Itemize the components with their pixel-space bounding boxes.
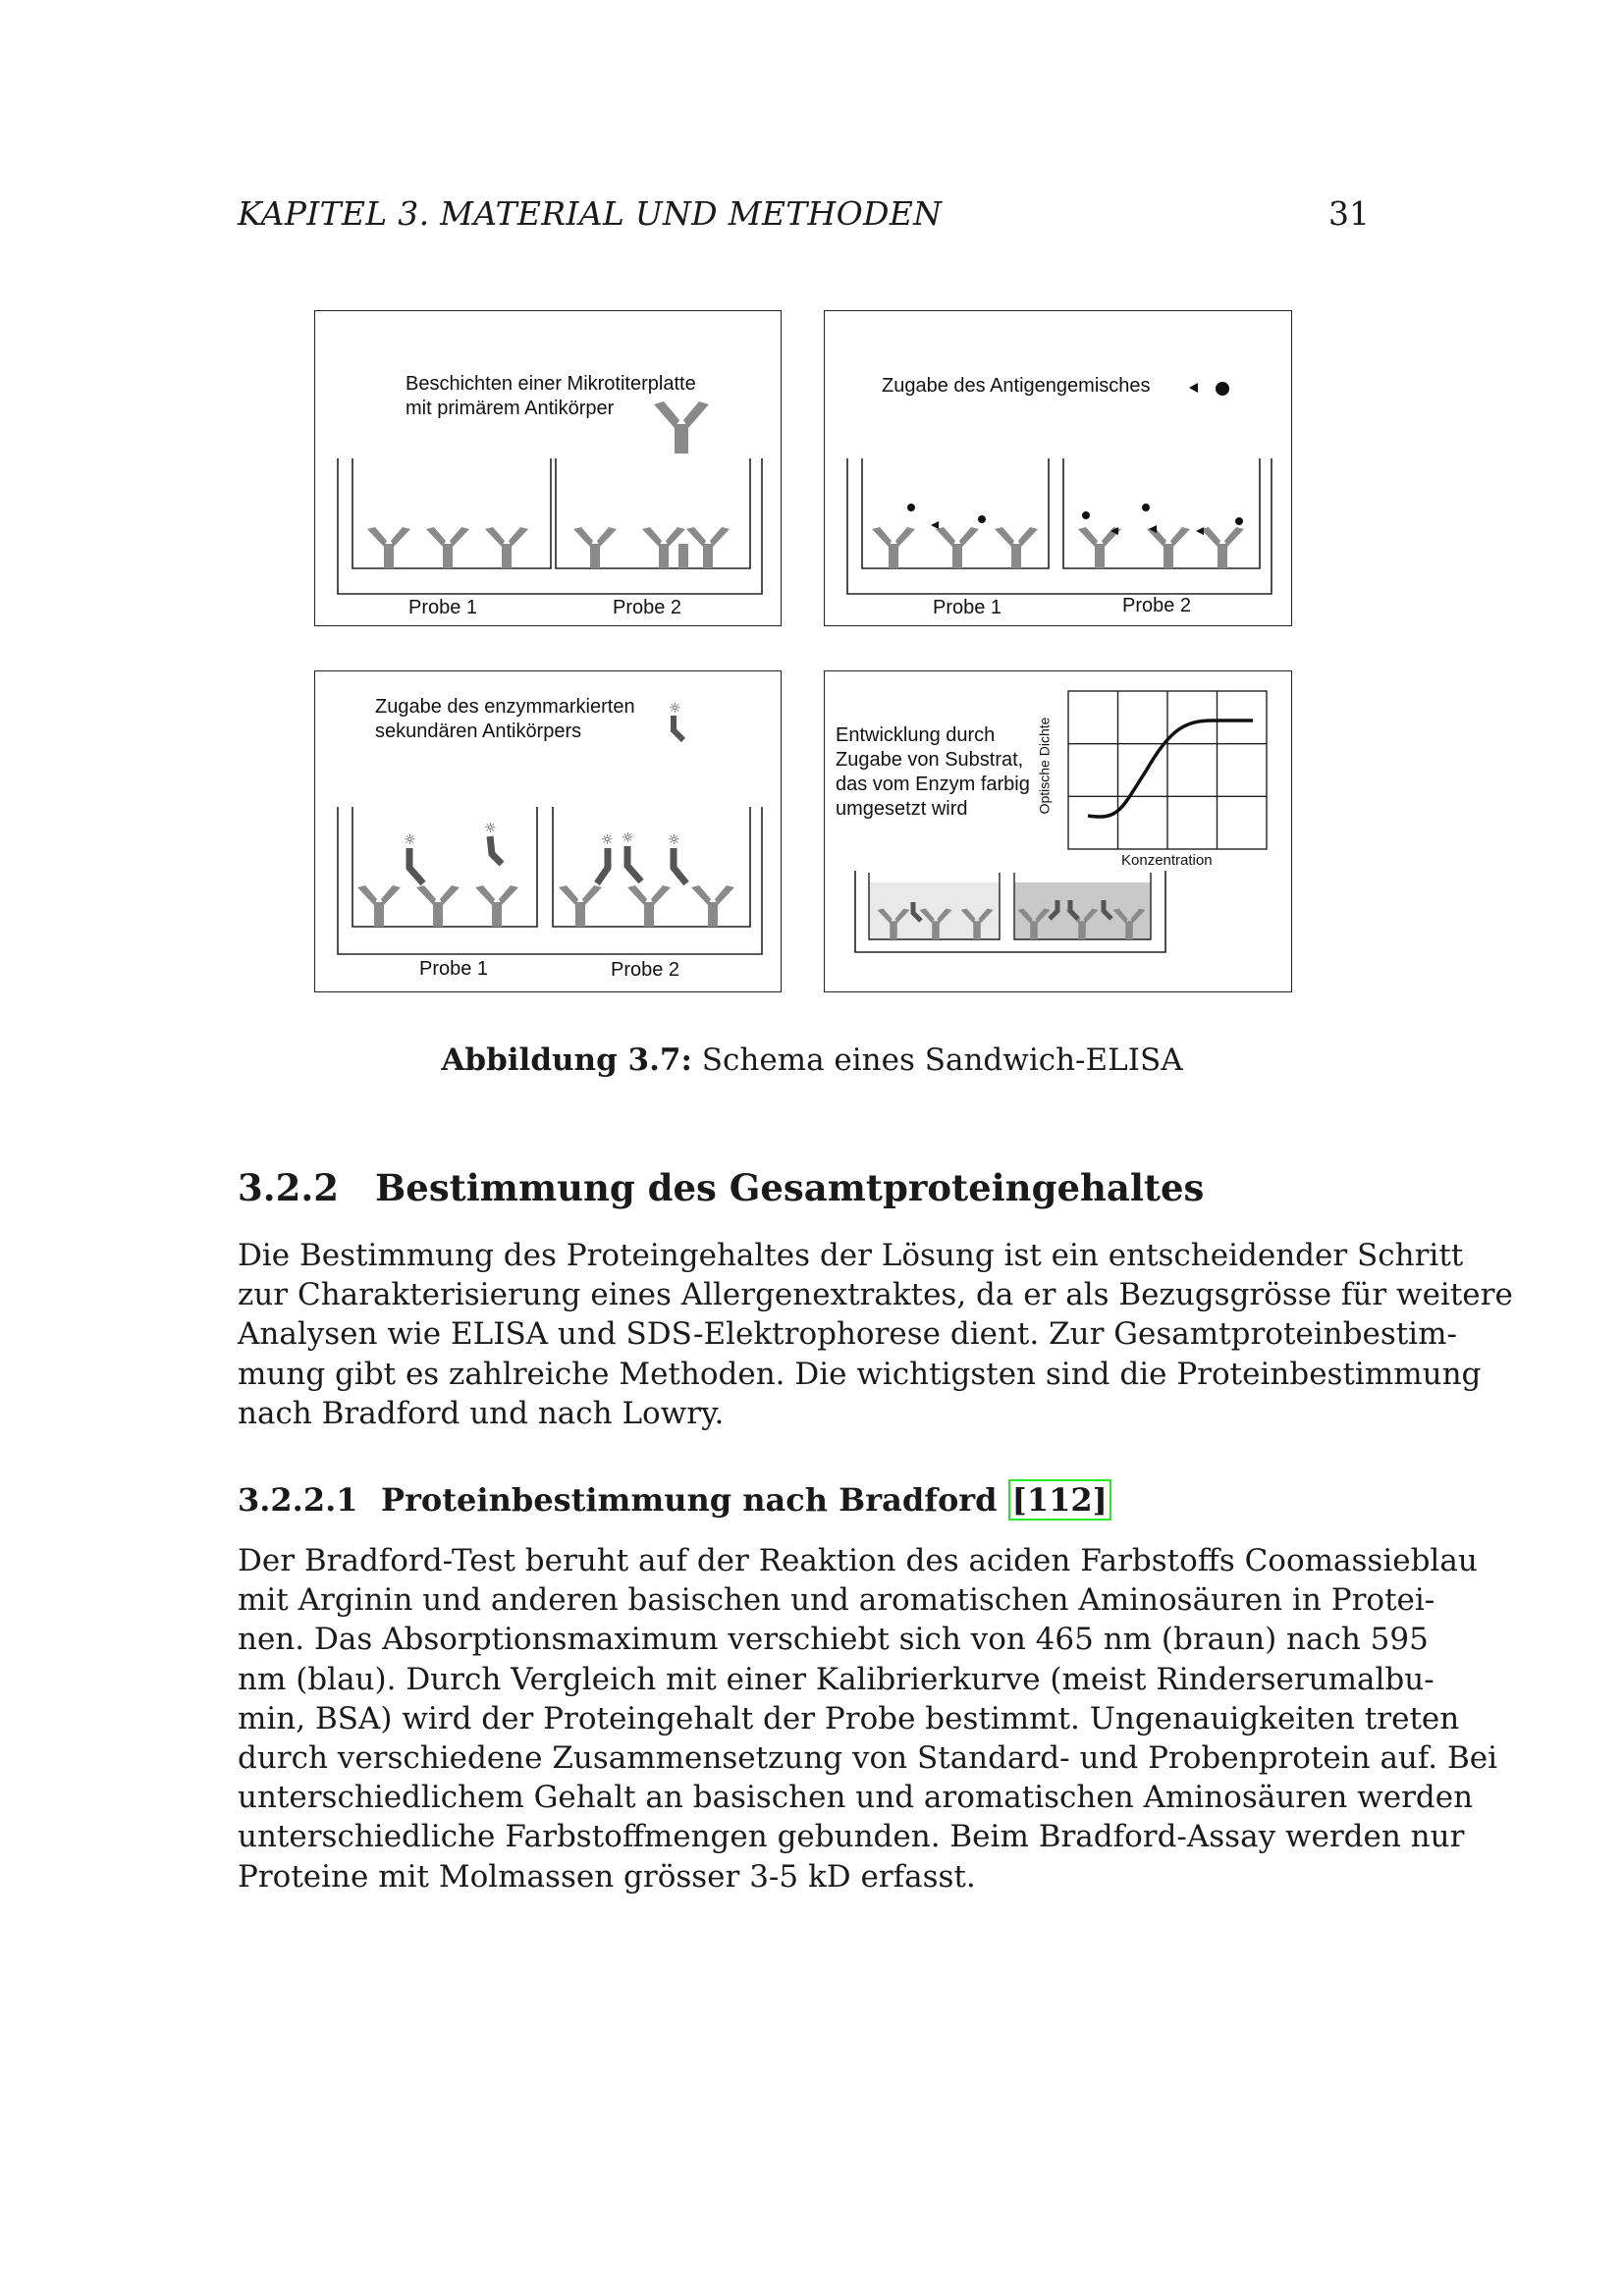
section-heading	[238, 1166, 1204, 1209]
panel-secondary-title-2: sekundären Antikörpers	[375, 721, 582, 742]
svg-text:☼: ☼	[404, 832, 416, 848]
svg-text:☼: ☼	[622, 830, 634, 846]
panel-coating-drawing	[315, 311, 783, 627]
paragraph-line: zur Charakterisierung eines Allergenextraktes, da er als Bezugsgrösse für weitere	[238, 1277, 1513, 1313]
panel-coating-title-1: Beschichten einer Mikrotiterplatte	[406, 373, 696, 395]
paragraph-line: Die Bestimmung des Proteingehaltes der Lösung ist ein entscheidender Schritt	[238, 1238, 1464, 1273]
antibody-icon	[678, 544, 688, 568]
antibody-icon	[367, 527, 410, 568]
running-header	[238, 194, 1370, 241]
antigen-triangle-icon	[1189, 383, 1198, 393]
paragraph-line: unterschiedlichem Gehalt an basischen und aromatischen Aminosäuren werden	[238, 1780, 1474, 1816]
panel-development-text-2: Zugabe von Substrat,	[836, 749, 1024, 771]
panel-antigen-drawing	[825, 311, 1293, 627]
panel-coating-title-2: mit primärem Antikörper	[406, 398, 615, 419]
x-axis-label: Konzentration	[1121, 852, 1213, 869]
antibody-icon	[485, 527, 528, 568]
panel-development-text-1: Entwicklung durch	[836, 724, 996, 746]
paragraph-line: Der Bradford-Test beruht auf der Reaktion des aciden Farbstoffs Coomassieblau	[238, 1543, 1478, 1578]
section-title: Bestimmung des Gesamtproteingehaltes	[375, 1166, 1205, 1209]
calibration-chart	[1068, 691, 1267, 849]
panel-secondary-probe-2: Probe 2	[611, 959, 680, 981]
figure-caption	[0, 1042, 1624, 1078]
section-number: 3.2.2	[238, 1166, 339, 1209]
y-axis-label: Optische Dichte	[1036, 717, 1053, 815]
subsection-number: 3.2.2.1	[238, 1481, 358, 1519]
paragraph-line: mit Arginin und anderen basischen und aromatischen Aminosäuren in Protei-	[238, 1582, 1435, 1619]
antibody-icon	[686, 527, 730, 568]
paragraph-line: Analysen wie ELISA und SDS-Elektrophorese dient. Zur Gesamtproteinbestim-	[238, 1316, 1457, 1353]
paragraph-line: Proteine mit Molmassen grösser 3-5 kD erfasst.	[238, 1858, 976, 1895]
paragraph-line: durch verschiedene Zusammensetzung von Standard- und Probenprotein auf. Bei	[238, 1739, 1498, 1776]
panel-antigen	[824, 310, 1292, 626]
antibody-icon	[573, 527, 617, 568]
page-number: 31	[1328, 194, 1370, 233]
enzyme-antibody-icon	[674, 716, 683, 740]
antibody-icon	[426, 527, 469, 568]
panel-antigen-probe-2: Probe 2	[1122, 595, 1192, 616]
panel-development-text-4: umgesetzt wird	[836, 798, 968, 820]
panel-secondary-title-1: Zugabe des enzymmarkierten	[375, 696, 635, 718]
svg-text:☼: ☼	[668, 832, 680, 848]
subsection-heading	[238, 1481, 1111, 1519]
subsection-paragraph	[238, 1541, 1498, 1896]
paragraph-line: min, BSA) wird der Proteingehalt der Probe bestimmt. Ungenauigkeiten treten	[238, 1700, 1460, 1736]
panel-coating-probe-2: Probe 2	[613, 597, 682, 618]
citation-link[interactable]: [112]	[1008, 1479, 1111, 1521]
panel-secondary-probe-1: Probe 1	[419, 958, 489, 980]
panel-coating	[314, 310, 782, 626]
paragraph-line: nach Bradford und nach Lowry.	[238, 1395, 725, 1431]
caption-label: Abbildung 3.7:	[441, 1042, 692, 1078]
panel-antigen-title: Zugabe des Antigengemisches	[882, 375, 1151, 397]
panel-development	[824, 670, 1292, 992]
paragraph-line: unterschiedliche Farbstoffmengen gebunden. Beim Bradford-Assay werden nur	[238, 1819, 1465, 1855]
antigen-dot-icon	[1216, 382, 1229, 396]
subsection-title: Proteinbestimmung nach Bradford	[381, 1481, 1008, 1519]
paragraph-line: nm (blau). Durch Vergleich mit einer Kalibrierkurve (meist Rinderserumalbu-	[238, 1661, 1435, 1697]
panel-development-text-3: das vom Enzym farbig	[836, 774, 1030, 795]
panel-antigen-probe-1: Probe 1	[933, 597, 1002, 618]
paragraph-line: mung gibt es zahlreiche Methoden. Die wichtigsten sind die Proteinbestimmung	[238, 1356, 1482, 1392]
panel-coating-probe-1: Probe 1	[408, 597, 478, 618]
chapter-title: KAPITEL 3. MATERIAL UND METHODEN	[238, 194, 943, 233]
paragraph-line: nen. Das Absorptionsmaximum verschiebt sich von 465 nm (braun) nach 595	[238, 1622, 1429, 1658]
svg-text:☼: ☼	[484, 821, 497, 836]
sandwich-elisa-figure	[312, 310, 1294, 992]
panel-secondary-antibody	[314, 670, 782, 992]
panel-development-drawing	[825, 671, 1293, 993]
svg-text:☼: ☼	[601, 832, 614, 848]
section-paragraph	[238, 1236, 1513, 1433]
free-antibody-icon	[654, 401, 709, 454]
caption-text: Schema eines Sandwich-ELISA	[691, 1042, 1183, 1078]
svg-text:☼: ☼	[669, 701, 681, 717]
